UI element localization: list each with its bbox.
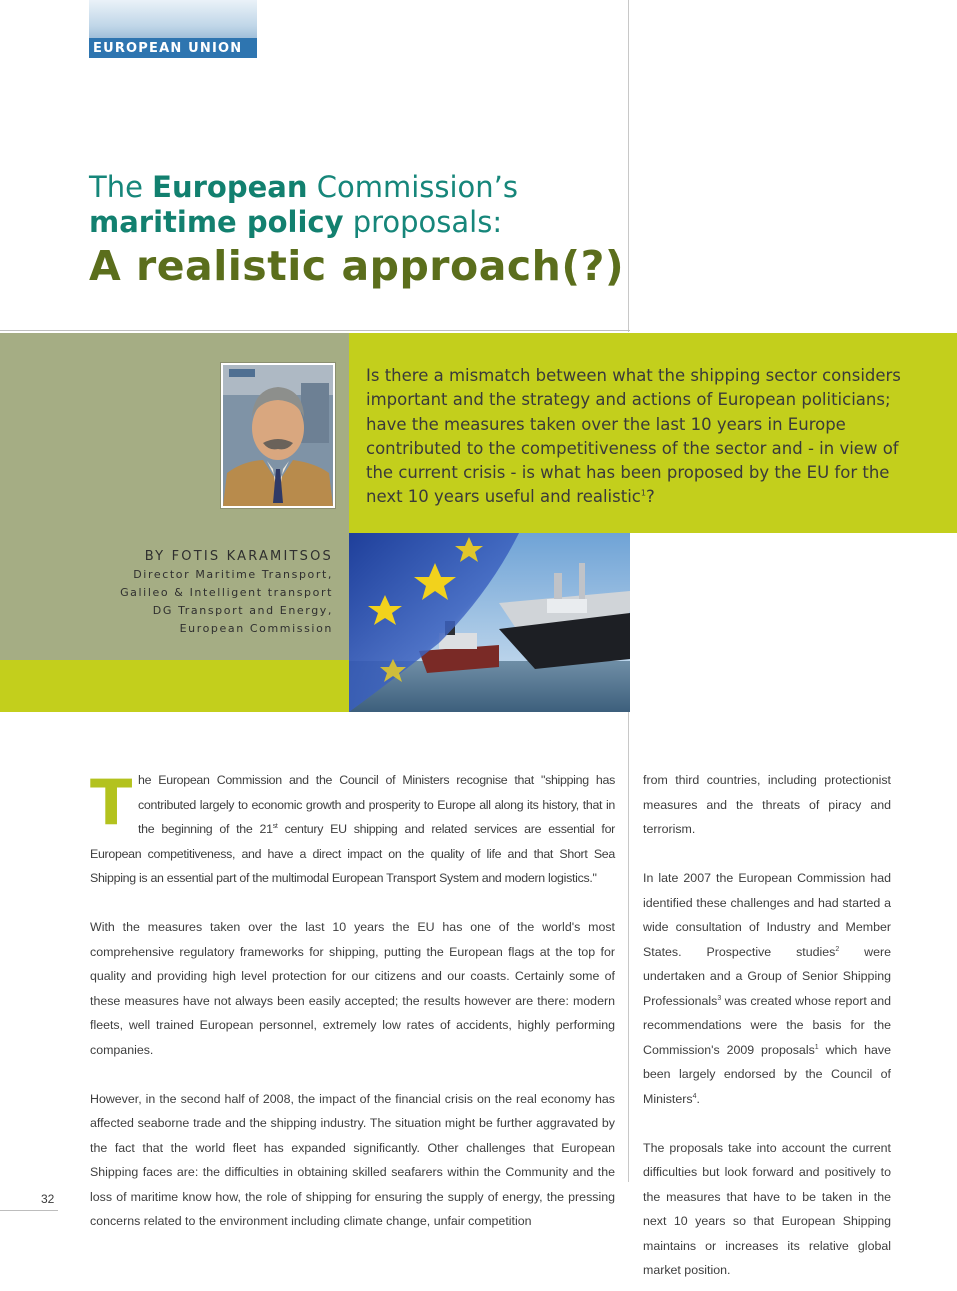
article-paragraph: With the measures taken over the last 10 years the EU has one of the world's most comprehensive regulatory frameworks for shipping, putting the European flags at the top for quality and providing high level protection for our citizens and our coasts. Certainly some of these measures have not always been easily accepted; the results however are there: modern fleets, well trained European personnel, extremely low rates of accidents, highly performing companies. (90, 920, 615, 1057)
section-tab (89, 0, 257, 58)
ship-photo-illustration (349, 533, 630, 712)
article-column-left (90, 768, 615, 1258)
page-number-rule (0, 1210, 58, 1211)
column-divider-bottom (628, 712, 629, 1182)
article-paragraph: In late 2007 the European Commission had identified these challenges and had started a wide consultation of Industry and Member States. Prospective studies$^2$ were undertaken and a Group of Senior Shipping Professionals$^3$ was created whose report and recommendations were the basis for the Commission's 2009 proposals$^1$ which have been largely endorsed by the Council of Ministers$^4$. (643, 871, 891, 1106)
article-paragraph: from third countries, including protectionist measures and the threats of piracy and terrorism. (643, 773, 891, 836)
headline-line-3: A realistic approach(?) (89, 242, 625, 290)
author-role-line: European Commission (179, 622, 333, 635)
headline-line-1: The European Commission’s (89, 170, 518, 204)
author-role-line: Galileo & Intelligent transport (120, 586, 333, 599)
article-headline (89, 170, 629, 292)
author-name: BY FOTIS KARAMITSOS (144, 549, 333, 564)
headline-line-2: maritime policy proposals: (89, 205, 503, 239)
article-paragraph: The European Commission and the Council of Ministers recognise that "shipping has contributed largely to economic growth and prosperity to Europe all along its history, that in the beginning of the 21st century EU shipping and related services are essential for European competitiveness, and have a direct impact on the quality of life and that Short Sea Shipping is an essential part of the multimodal European Transport System and modern logistics." (90, 766, 615, 885)
lead-paragraph: Is there a mismatch between what the shipping sector considers important and the strategy and actions of European politicians; have the measures taken over the last 10 years in Europe contributed to the competitiveness of the sector and - in view of the current crisis - is what has been proposed by the EU for the next 10 years useful and realistic$^1$? (366, 366, 901, 507)
article-paragraph: However, in the second half of 2008, the impact of the financial crisis on the real economy has affected seaborne trade and the shipping industry. The situation might be further aggravated by the fact that the world fleet has expanded significantly. Other challenges that European Shipping faces are: the difficulties in obtaining skilled seafarers within the Community and the loss of maritime know how, the role of shipping for ensuring the supply of energy, the pressing concerns related to the environment including climate change, unfair competition (90, 1091, 615, 1228)
lead-footnote-ref: 1 (640, 488, 646, 498)
author-photo-illustration (223, 365, 333, 506)
accent-bar (0, 660, 349, 712)
ship-eu-flag-photo (349, 533, 630, 712)
author-role-line: Director Maritime Transport, (133, 568, 333, 581)
section-label: EUROPEAN UNION (89, 38, 257, 58)
article-paragraph: The proposals take into account the current difficulties but look forward and positively to the measures that have to be taken in the next 10 years so that European Shipping maintains or increases its relative global market position. (643, 1140, 891, 1277)
article-column-right (643, 768, 891, 1291)
drop-cap: T (90, 766, 132, 839)
header-rule (0, 330, 630, 331)
page-number: 32 (41, 1192, 55, 1206)
author-portrait (221, 363, 335, 508)
byline (120, 548, 333, 638)
author-role-line: DG Transport and Energy, (152, 604, 333, 617)
